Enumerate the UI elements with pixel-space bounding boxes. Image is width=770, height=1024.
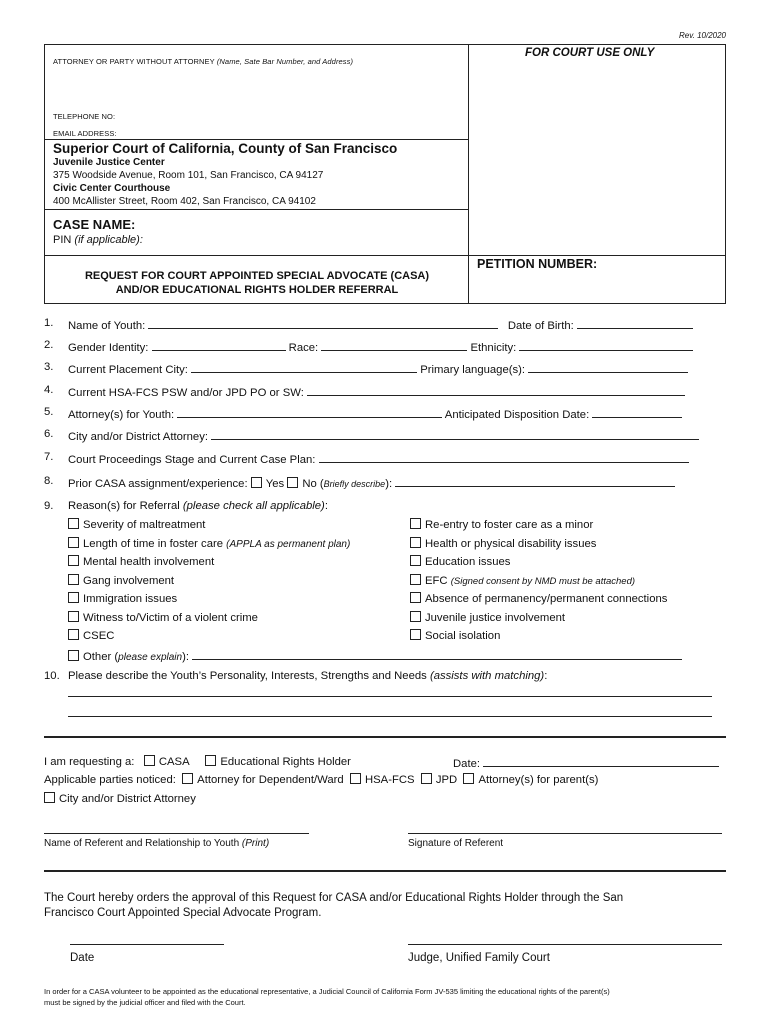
checkbox[interactable] xyxy=(68,629,79,640)
psw-field[interactable]: Current HSA-FCS PSW and/or JPD PO or SW: xyxy=(68,384,685,399)
checkbox[interactable] xyxy=(44,792,55,803)
revision-date: Rev. 10/2020 xyxy=(679,31,726,40)
court-center: Juvenile Justice Center xyxy=(53,157,165,168)
court-center: Civic Center Courthouse xyxy=(53,183,171,194)
reasons-left-column xyxy=(68,518,350,648)
reason-item[interactable] xyxy=(68,574,350,593)
checkbox[interactable] xyxy=(410,574,421,585)
case-plan-field[interactable]: Court Proceedings Stage and Current Case Plan: xyxy=(68,451,689,466)
item-number: 7. xyxy=(44,451,54,463)
court-address-block xyxy=(53,141,397,208)
divider xyxy=(45,255,725,256)
reason-note: (Signed consent by NMD must be attached) xyxy=(450,575,636,587)
request-date-field[interactable]: Date: xyxy=(453,755,719,770)
court-address: 400 McAllister Street, Room 402, San Francisco, CA 94102 xyxy=(53,196,316,207)
email-label[interactable]: EMAIL ADDRESS: xyxy=(53,129,117,138)
attorney-label: ATTORNEY OR PARTY WITHOUT ATTORNEY (Name, Sate Bar Number, and Address) xyxy=(53,57,354,66)
item-number: 4. xyxy=(44,384,54,396)
checkbox[interactable] xyxy=(410,537,421,548)
referent-signature-label: Signature of Referent xyxy=(408,838,504,849)
reason-label: CSEC xyxy=(83,630,115,642)
gender-race-field[interactable]: Gender Identity: Race: Ethnicity: xyxy=(68,339,693,354)
description-line[interactable] xyxy=(68,716,712,717)
placement-city-field[interactable]: Current Placement City: Primary language(s): xyxy=(68,361,688,376)
checkbox[interactable] xyxy=(410,518,421,529)
reason-item[interactable] xyxy=(410,555,667,574)
reason-label: Absence of permanency/permanent connections xyxy=(425,593,668,605)
checkbox[interactable] xyxy=(68,518,79,529)
section-divider xyxy=(44,870,726,872)
checkbox[interactable] xyxy=(68,611,79,622)
parties-row: City and/or District Attorney xyxy=(44,792,196,805)
checkbox[interactable] xyxy=(287,477,298,488)
checkbox[interactable] xyxy=(68,537,79,548)
reason-label: Juvenile justice involvement xyxy=(425,611,566,624)
footer-note: In order for a CASA volunteer to be appointed as the educational representative, a Judicial Council of California Form JV-535 limiting the educational rights of the parent(s) must be signed by the judicial officer and filed with the Court. xyxy=(44,987,610,1007)
item-number: 2. xyxy=(44,339,54,351)
reason-label: Social isolation xyxy=(425,630,501,642)
item-number: 8. xyxy=(44,475,54,487)
district-attorney-field[interactable]: City and/or District Attorney: xyxy=(68,428,699,443)
reason-item[interactable] xyxy=(410,518,667,537)
item-number: 9. xyxy=(44,500,54,512)
divider xyxy=(45,139,469,140)
case-name-label: CASE NAME: xyxy=(53,217,136,232)
reason-label: Education issues xyxy=(425,556,511,568)
reasons-heading: Reason(s) for Referral (please check all applicable): xyxy=(68,500,328,512)
reason-item[interactable] xyxy=(68,518,350,537)
checkbox[interactable] xyxy=(410,592,421,603)
item-number: 10. xyxy=(44,670,60,682)
casa-checkbox[interactable] xyxy=(144,755,155,766)
petition-number-label[interactable]: PETITION NUMBER: xyxy=(477,257,598,271)
erh-checkbox[interactable] xyxy=(205,755,216,766)
checkbox[interactable] xyxy=(251,477,262,488)
checkbox[interactable] xyxy=(410,629,421,640)
checkbox[interactable] xyxy=(421,773,432,784)
request-type-row: I am requesting a: CASA Educational Rights Holder xyxy=(44,756,351,768)
court-use-label: FOR COURT USE ONLY xyxy=(525,47,655,59)
order-date-line[interactable] xyxy=(70,944,224,945)
reason-label: Health or physical disability issues xyxy=(425,537,597,550)
description-line[interactable] xyxy=(68,696,712,697)
court-order-text: The Court hereby orders the approval of this Request for CASA and/or Educational Rights Holder through the San Francisco Court Appointed Special Advocate Program. xyxy=(44,892,624,919)
divider xyxy=(468,45,469,303)
attorney-youth-field[interactable]: Attorney(s) for Youth: Anticipated Disposition Date: xyxy=(68,406,682,421)
reason-item[interactable] xyxy=(68,555,350,574)
youth-name-field[interactable]: Name of Youth: Date of Birth: xyxy=(68,317,693,332)
personality-heading: Please describe the Youth’s Personality, Interests, Strengths and Needs (assists with matching): xyxy=(68,670,548,682)
reason-label: Immigration issues xyxy=(83,593,178,605)
form-title: REQUEST FOR COURT APPOINTED SPECIAL ADVOCATE (CASA) AND/OR EDUCATIONAL RIGHTS HOLDER REFERRAL xyxy=(84,270,430,296)
reason-item[interactable] xyxy=(68,592,350,611)
referent-name-line[interactable] xyxy=(44,833,309,834)
reason-item[interactable] xyxy=(410,592,667,611)
checkbox[interactable] xyxy=(182,773,193,784)
parties-row: Applicable parties noticed: Attorney for Dependent/Ward HSA-FCS JPD Attorney(s) for parent(s) xyxy=(44,774,599,786)
reason-item[interactable] xyxy=(410,611,667,630)
checkbox[interactable] xyxy=(350,773,361,784)
reason-label: Re-entry to foster care as a minor xyxy=(425,519,594,531)
checkbox[interactable] xyxy=(68,592,79,603)
checkbox[interactable] xyxy=(410,555,421,566)
reasons-right-column xyxy=(410,518,667,648)
reason-label: Mental health involvement xyxy=(83,556,215,568)
checkbox[interactable] xyxy=(68,555,79,566)
reason-label: Length of time in foster care xyxy=(83,537,224,550)
checkbox[interactable] xyxy=(463,773,474,784)
order-date-label: Date xyxy=(70,952,95,964)
referent-name-label: Name of Referent and Relationship to Youth (Print) xyxy=(44,838,270,849)
court-name: Superior Court of California, County of San Francisco xyxy=(53,141,398,156)
reason-item[interactable] xyxy=(68,611,350,630)
checkbox[interactable] xyxy=(410,611,421,622)
section-divider xyxy=(44,736,726,738)
reason-item[interactable] xyxy=(410,537,667,556)
checkbox[interactable] xyxy=(68,574,79,585)
judge-label: Judge, Unified Family Court xyxy=(408,952,550,964)
reason-item[interactable] xyxy=(410,574,667,593)
checkbox[interactable] xyxy=(68,650,79,661)
reason-item[interactable] xyxy=(410,629,667,648)
reason-label: Witness to/Victim of a violent crime xyxy=(83,611,258,624)
referent-signature-line[interactable] xyxy=(408,833,722,834)
caption-box xyxy=(44,44,726,304)
telephone-label[interactable]: TELEPHONE NO: xyxy=(53,112,116,121)
case-name-block[interactable] xyxy=(53,217,143,246)
divider xyxy=(45,209,469,210)
other-reason-field[interactable]: Other (please explain): xyxy=(68,648,682,663)
reason-label: Gang involvement xyxy=(83,574,175,587)
reason-note: (APPLA as permanent plan) xyxy=(226,538,351,550)
reason-label: EFC xyxy=(425,574,448,587)
judge-signature-line[interactable] xyxy=(408,944,722,945)
item-number: 1. xyxy=(44,317,54,329)
reason-label: Severity of maltreatment xyxy=(83,519,206,531)
pin-label: PIN (if applicable): xyxy=(53,234,143,246)
court-address: 375 Woodside Avenue, Room 101, San Francisco, CA 94127 xyxy=(53,170,324,181)
prior-casa-field[interactable]: Prior CASA assignment/experience: Yes No (Briefly describe): xyxy=(68,475,675,490)
item-number: 5. xyxy=(44,406,54,418)
item-number: 6. xyxy=(44,428,54,440)
reason-item[interactable] xyxy=(68,629,350,648)
item-number: 3. xyxy=(44,361,54,373)
reason-item[interactable] xyxy=(68,537,350,556)
